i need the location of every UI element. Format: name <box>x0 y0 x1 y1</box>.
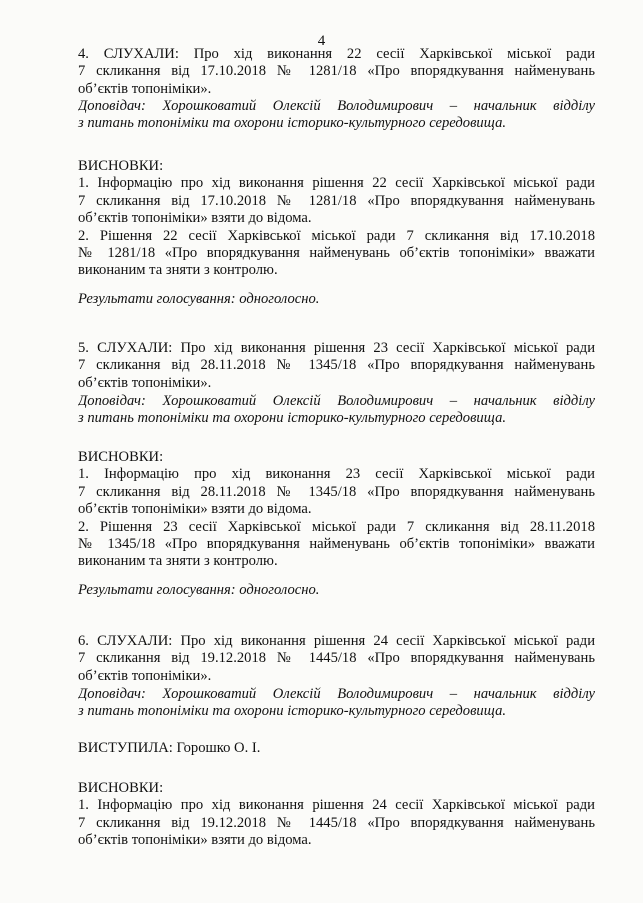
text-line: Доповідач: Хорошковатий Олексій Володимирович – начальник відділу <box>78 98 595 114</box>
text-line: з питань топоніміки та охорони історико-культурного середовища. <box>78 703 507 720</box>
text-line: об’єктів топоніміки». <box>78 374 212 391</box>
item-4-vote <box>78 291 595 308</box>
text-line: об’єктів топоніміки». <box>78 80 212 97</box>
conclusions-title: ВИСНОВКИ: <box>78 449 164 465</box>
item-4-conclusions <box>78 158 595 280</box>
text-line: 6. СЛУХАЛИ: Про хід виконання рішення 24 сесії Харківської міської ради <box>78 633 595 649</box>
text-line: 2. Рішення 23 сесії Харківської міської ради 7 скликання від 28.11.2018 <box>78 518 595 535</box>
text-line: об’єктів топоніміки» взяти до відома. <box>78 210 312 227</box>
item-6-spoke <box>78 740 595 757</box>
text-line: Доповідач: Хорошковатий Олексій Володимирович – начальник відділу <box>78 686 595 702</box>
text-line: 2. Рішення 22 сесії Харківської міської ради 7 скликання від 17.10.2018 <box>78 227 595 244</box>
text-line: з питань топоніміки та охорони історико-культурного середовища. <box>78 115 507 132</box>
text-line: об’єктів топоніміки» взяти до відома. <box>78 501 312 518</box>
item-6-heard <box>78 633 595 685</box>
text-line: № 1345/18 «Про впорядкування найменувань об’єктів топоніміки» вважати <box>78 535 595 552</box>
text-line: 7 скликання від 17.10.2018 № 1281/18 «Про впорядкування найменувань <box>78 63 595 80</box>
text-line: ВИСТУПИЛА: Горошко О. І. <box>78 740 261 756</box>
conclusions-title: ВИСНОВКИ: <box>78 780 164 796</box>
page-number: 4 <box>317 33 326 49</box>
item-6-conclusions <box>78 780 595 850</box>
text-line: виконаним та зняти з контролю. <box>78 262 278 279</box>
text-line: 1. Інформацію про хід виконання 23 сесії Харківської міської ради <box>78 466 595 483</box>
text-line: об’єктів топоніміки» взяти до відома. <box>78 832 312 849</box>
item-4-heard <box>78 46 595 98</box>
conclusions-title: ВИСНОВКИ: <box>78 158 164 174</box>
item-5-conclusions <box>78 449 595 571</box>
item-6-speaker <box>78 686 595 721</box>
text-line: виконаним та зняти з контролю. <box>78 553 278 570</box>
text-line: об’єктів топоніміки». <box>78 667 212 684</box>
text-line: 1. Інформацію про хід виконання рішення 24 сесії Харківської міської ради <box>78 797 595 814</box>
text-line: з питань топоніміки та охорони історико-культурного середовища. <box>78 410 507 427</box>
text-line: 1. Інформацію про хід виконання рішення 22 сесії Харківської міської ради <box>78 175 595 192</box>
text-line: Доповідач: Хорошковатий Олексій Володимирович – начальник відділу <box>78 393 595 409</box>
text-line: 4. СЛУХАЛИ: Про хід виконання 22 сесії Харківської міської ради <box>78 46 595 62</box>
text-line: 7 скликання від 28.11.2018 № 1345/18 «Про впорядкування найменувань <box>78 357 595 374</box>
item-5-speaker <box>78 393 595 428</box>
text-line: 7 скликання від 19.12.2018 № 1445/18 «Про впорядкування найменувань <box>78 650 595 667</box>
text-line: Результати голосування: одноголосно. <box>78 582 320 598</box>
text-line: Результати голосування: одноголосно. <box>78 291 320 307</box>
item-4-speaker <box>78 98 595 133</box>
item-5-vote <box>78 582 595 599</box>
text-line: 5. СЛУХАЛИ: Про хід виконання рішення 23 сесії Харківської міської ради <box>78 340 595 356</box>
text-line: № 1281/18 «Про впорядкування найменувань об’єктів топоніміки» вважати <box>78 244 595 261</box>
item-5-heard <box>78 340 595 392</box>
text-line: 7 скликання від 17.10.2018 № 1281/18 «Про впорядкування найменувань <box>78 192 595 209</box>
text-line: 7 скликання від 19.12.2018 № 1445/18 «Про впорядкування найменувань <box>78 814 595 831</box>
text-line: 7 скликання від 28.11.2018 № 1345/18 «Про впорядкування найменувань <box>78 483 595 500</box>
